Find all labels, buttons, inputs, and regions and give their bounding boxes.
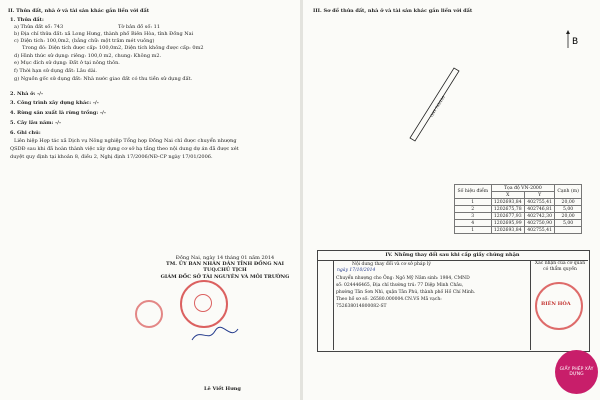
change-line-1: Chuyển nhượng cho Ông: Ngô Mỹ Năm sinh: 1984, CMND: [336, 276, 470, 281]
use-form: d) Hình thức sử dụng: riêng: 100,0 m2, chung: Không m2.: [14, 53, 162, 59]
land-address: b) Địa chỉ thửa đất: xã Long Hưng, thành phố Biên Hòa, tỉnh Đồng Nai: [14, 31, 194, 37]
change-line-5: 752638014800082-ST: [336, 304, 387, 309]
perennial-tree-item: 5. Cây lâu năm: -/-: [10, 120, 62, 126]
signer-position: GIÁM ĐỐC SỞ TÀI NGUYÊN VÀ MÔI TRƯỜNG: [160, 273, 290, 280]
table-row: 2 1202675,78 402746,81 5,00: [455, 206, 582, 213]
brand-logo: GIẤY PHÉP XÂY DỰNG: [555, 350, 598, 394]
table-row: 1 1202693,84 402755,41 20,00: [455, 199, 582, 206]
col-content-header: Nội dung thay đổi và cơ sở pháp lý: [352, 262, 431, 267]
svg-text:ONT 743/100: ONT 743/100: [429, 95, 446, 118]
col-x: X: [491, 192, 524, 199]
change-line-4: Theo hồ sơ số: 26580.000004.CN.VS Mã vạch:: [336, 297, 442, 302]
signer-authority: TUQ.CHỦ TỊCH: [203, 267, 247, 274]
seal-text: BIÊN HÒA: [541, 301, 571, 307]
col-coords: Tọa độ VN-2000: [491, 185, 555, 192]
parcel-sketch: [402, 60, 462, 160]
table-row: 4 1202695,99 402750,90 5,00: [455, 220, 582, 227]
signer-org: TM. ỦY BAN NHÂN DÂN TỈNH ĐỒNG NAI: [165, 261, 285, 268]
parcel-number: a) Thửa đất số: 743: [14, 24, 64, 30]
red-seal-small: [135, 300, 163, 328]
coordinates-table: [454, 184, 582, 234]
col-y: Y: [524, 192, 554, 199]
house-item: 2. Nhà ở: -/-: [10, 91, 44, 97]
col-confirm-header: Xác nhận của cơ quan có thẩm quyền: [534, 261, 586, 272]
changes-left-column: [317, 260, 334, 350]
table-row: 3 1202677,93 402742,30 20,00: [455, 213, 582, 220]
signer-name: Lê Viết Hưng: [204, 386, 241, 392]
notes-title: 6. Ghi chú:: [10, 130, 41, 136]
red-seal: [180, 280, 228, 328]
col-edge: Cạnh (m): [555, 185, 582, 199]
use-term: f) Thời hạn sử dụng đất: Lâu dài.: [14, 68, 97, 74]
construction-item: 3. Công trình xây dựng khác: -/-: [10, 100, 99, 106]
map-sheet-number: Tờ bản đồ số: 11: [118, 24, 161, 30]
land-area-detail: Trong đó: Diện tích được cấp: 100,0m2, Diện tích không được cấp: 0m2: [22, 45, 204, 51]
north-arrow-icon: [566, 30, 580, 50]
change-line-3: phường Tân Sơn Nhì, quận Tân Phú, thành phố Hồ Chí Minh.: [336, 290, 476, 295]
change-line-2: số: 024446465, Địa chỉ thường trú: 77 Diệp Minh Châu,: [336, 283, 464, 288]
handwritten-date: ngày 17/10/2014: [337, 268, 376, 273]
note-line-3: duyệt quy định tại khoản 8, điều 2, Nghị định 17/2006/NĐ-CP ngày 17/01/2006.: [10, 154, 213, 160]
use-purpose: e) Mục đích sử dụng: Đất ở tại nông thôn.: [14, 60, 120, 66]
signing-date: Đồng Nai, ngày 14 tháng 01 năm 2014: [175, 255, 275, 261]
forest-item: 4. Rừng sản xuất là rừng trồng: -/-: [10, 110, 106, 116]
section-iv-heading: IV. Những thay đổi sau khi cấp giấy chứng nhận: [317, 250, 588, 261]
signature-scribble: [190, 325, 240, 345]
table-row: 1 1202693,84 402755,41: [455, 227, 582, 234]
svg-text:B: B: [572, 37, 579, 47]
note-line-1: Liên hiệp Hợp tác xã Dịch vụ Nông nghiệp Tổng hợp Đồng Nai chỉ được chuyển nhượng: [14, 138, 237, 144]
land-area: c) Diện tích: 100,0m2, (bằng chữ: một trăm mét vuông): [14, 38, 155, 44]
section-iii-heading: III. Sơ đồ thửa đất, nhà ở và tài sản khác gắn liền với đất: [313, 8, 473, 14]
section-ii-heading: II. Thửa đất, nhà ở và tài sản khác gắn liền với đất: [8, 8, 150, 14]
land-origin: g) Nguồn gốc sử dụng đất: Nhà nước giao đất có thu tiền sử dụng đất.: [14, 76, 193, 82]
signature-block: [150, 255, 300, 280]
col-point: Số hiệu điểm: [455, 185, 492, 199]
note-line-2: QSDĐ sau khi đã hoàn thành việc xây dựng cơ sở hạ tầng theo nội dung dự án đã được xét: [10, 146, 239, 152]
land-title: 1. Thửa đất:: [10, 17, 44, 23]
